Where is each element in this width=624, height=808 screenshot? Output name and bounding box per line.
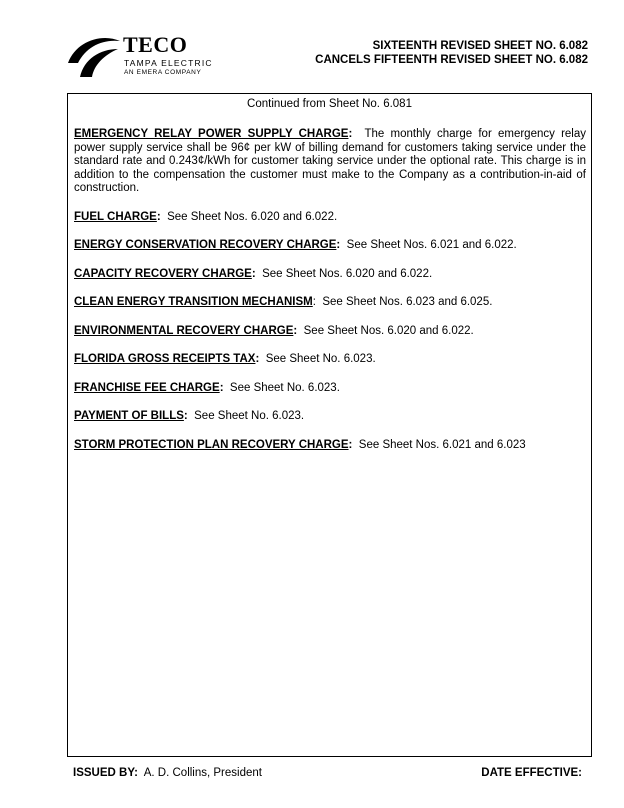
teco-swoosh-icon [66,33,122,81]
section-text: See Sheet No. 6.023. [265,353,376,365]
section-text: See Sheet Nos. 6.020 and 6.022. [167,210,338,223]
section-environmental-recovery: ENVIRONMENTAL RECOVERY CHARGE: See Sheet Nos. 6.020 and 6.022. [74,324,474,337]
section-storm-protection: STORM PROTECTION PLAN RECOVERY CHARGE: See Sheet Nos. 6.021 and 6.023 [74,438,526,451]
section-heading: ENVIRONMENTAL RECOVERY CHARGE [74,324,294,337]
section-text: See Sheet Nos. 6.021 and 6.022. [346,239,517,251]
section-heading: CAPACITY RECOVERY CHARGE [74,267,252,280]
section-emergency-relay: EMERGENCY RELAY POWER SUPPLY CHARGE: The monthly charge for emergency relay power supply service shall be 96¢ per kW of billing demand for customers taking service under the standard rate and 0.243¢/kWh for customer taking service under the optional rate. This charge is in addition to the compensation the customer must make to the Company as a contribution-in-aid of construction. [74,128,586,194]
issued-by-value: A. D. Collins, President [143,767,262,779]
section-heading: CLEAN ENERGY TRANSITION MECHANISM [74,296,313,308]
date-effective-label: DATE EFFECTIVE: [481,767,582,779]
section-text: See Sheet Nos. 6.020 and 6.022. [303,324,474,337]
section-gross-receipts-tax: FLORIDA GROSS RECEIPTS TAX: See Sheet No. 6.023. [74,353,376,365]
company-logo [66,33,236,81]
section-capacity-recovery: CAPACITY RECOVERY CHARGE: See Sheet Nos. 6.020 and 6.022. [74,267,433,280]
section-heading: FUEL CHARGE [74,210,157,223]
tariff-sections [68,128,591,452]
continued-from-note: Continued from Sheet No. 6.081 [247,98,412,110]
section-heading: EMERGENCY RELAY POWER SUPPLY CHARGE [74,128,349,140]
issued-by-label: ISSUED BY: [73,767,138,779]
section-heading: ENERGY CONSERVATION RECOVERY CHARGE [74,239,337,251]
section-heading: PAYMENT OF BILLS [74,410,184,422]
issued-by [73,767,262,779]
section-franchise-fee: FRANCHISE FEE CHARGE: See Sheet No. 6.023. [74,381,340,394]
sheet-cancels: CANCELS FIFTEENTH REVISED SHEET NO. 6.082 [315,54,588,66]
sheet-header [315,39,588,67]
section-heading: FLORIDA GROSS RECEIPTS TAX [74,353,256,365]
sheet-number: SIXTEENTH REVISED SHEET NO. 6.082 [372,40,588,52]
section-heading: FRANCHISE FEE CHARGE [74,381,220,394]
section-heading: STORM PROTECTION PLAN RECOVERY CHARGE [74,438,349,451]
section-text: See Sheet No. 6.023. [194,410,305,422]
section-energy-conservation: ENERGY CONSERVATION RECOVERY CHARGE: See Sheet Nos. 6.021 and 6.022. [74,239,517,251]
section-clean-energy: CLEAN ENERGY TRANSITION MECHANISM: See Sheet Nos. 6.023 and 6.025. [74,296,493,308]
section-payment-of-bills: PAYMENT OF BILLS: See Sheet No. 6.023. [74,410,305,422]
section-text: See Sheet Nos. 6.020 and 6.022. [262,267,433,280]
logo-brand-text: TECO [123,32,188,57]
section-fuel-charge: FUEL CHARGE: See Sheet Nos. 6.020 and 6.022. [74,210,338,223]
section-text: See Sheet Nos. 6.021 and 6.023 [358,438,526,451]
tariff-content-box [67,93,592,757]
section-text: The monthly charge for emergency relay power supply service shall be 96¢ per kW of billing demand for customers taking service under the standard rate and 0.243¢/kWh for customer taking service under the optional rate. This charge is in addition to the compensation the customer must make to the Company as a contribution-in-aid of construction. [74,128,586,194]
logo-parent-company: AN EMERA COMPANY [124,69,202,76]
section-text: See Sheet No. 6.023. [229,381,340,394]
section-text: See Sheet Nos. 6.023 and 6.025. [322,296,493,308]
logo-company-name: TAMPA ELECTRIC [124,58,213,68]
